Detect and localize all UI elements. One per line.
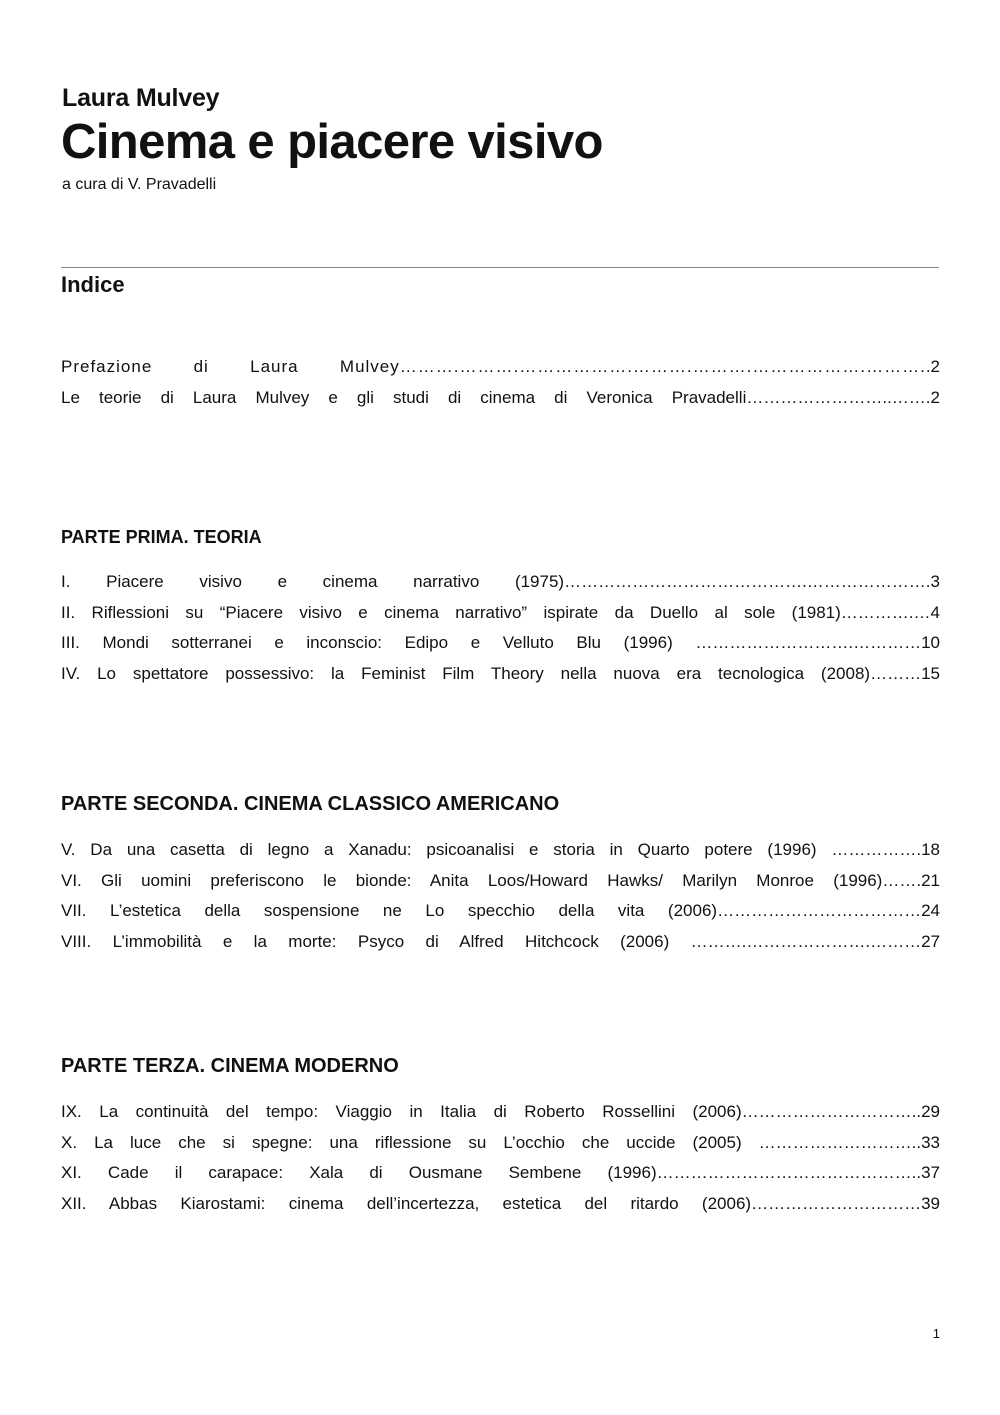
index-heading: Indice bbox=[61, 272, 125, 297]
toc-entry-page: 10 bbox=[921, 633, 940, 652]
toc-entry-title: I. Piacere visivo e cinema narrativo (1975)…………………………………….…………………. bbox=[61, 572, 931, 591]
book-title: Cinema e piacere visivo bbox=[61, 115, 603, 169]
author-name: Laura Mulvey bbox=[62, 84, 220, 112]
toc-entry-page: 15 bbox=[921, 663, 940, 683]
toc-entry-chapter-12[interactable] bbox=[61, 1189, 940, 1220]
toc-entry-title: VII. L’estetica della sospensione ne Lo specchio della vita (2006)……………………………… bbox=[61, 901, 922, 920]
toc-entry-title: V. Da una casetta di legno a Xanadu: psicoanalisi e storia in Quarto potere (1996) ……………. bbox=[61, 840, 922, 859]
toc-entry-page: 33 bbox=[921, 1132, 940, 1152]
toc-entry-title: II. Riflessioni su “Piacere visivo e cinema narrativo” ispirate da Duello al sole (1981)………….… bbox=[61, 602, 931, 622]
part1-heading: PARTE PRIMA. TEORIA bbox=[61, 527, 262, 547]
part3-heading: PARTE TERZA. CINEMA MODERNO bbox=[61, 1055, 399, 1077]
toc-entry-chapter-5[interactable] bbox=[61, 835, 940, 866]
toc-entry-pravadelli-essay[interactable] bbox=[61, 383, 940, 414]
toc-entry-page: 3 bbox=[930, 572, 940, 591]
toc-entry-title: Prefazione di Laura Mulvey……….……….……………….……….……….……………….………. bbox=[61, 357, 926, 376]
toc-entry-page: 4 bbox=[930, 602, 940, 622]
toc-entry-page: 18 bbox=[921, 840, 940, 859]
toc-entry-page: 24 bbox=[921, 901, 940, 920]
toc-entry-chapter-9[interactable] bbox=[61, 1097, 940, 1128]
toc-entry-chapter-11[interactable] bbox=[61, 1158, 940, 1189]
toc-entry-chapter-8[interactable] bbox=[61, 927, 940, 958]
toc-entry-title: X. La luce che si spegne: una riflessione su L’occhio che uccide (2005) ……………………….. bbox=[61, 1132, 922, 1152]
part2-toc-list bbox=[61, 835, 940, 957]
toc-entry-title: XII. Abbas Kiarostami: cinema dell’incertezza, estetica del ritardo (2006)………………………… bbox=[61, 1193, 922, 1213]
toc-entry-chapter-7[interactable] bbox=[61, 896, 940, 927]
toc-entry-chapter-1[interactable] bbox=[61, 567, 940, 598]
toc-entry-page: 39 bbox=[921, 1193, 940, 1213]
toc-entry-title: IX. La continuità del tempo: Viaggio in Italia di Roberto Rossellini (2006)………………………….. bbox=[61, 1102, 922, 1121]
toc-entry-chapter-6[interactable] bbox=[61, 866, 940, 897]
part1-toc-list bbox=[61, 567, 940, 689]
header-divider bbox=[61, 267, 939, 268]
toc-entry-chapter-4[interactable] bbox=[61, 659, 940, 690]
toc-entry-title: VI. Gli uomini preferiscono le bionde: Anita Loos/Howard Hawks/ Marilyn Monroe (1996)……. bbox=[61, 870, 922, 890]
toc-entry-page: 37 bbox=[921, 1163, 940, 1182]
part3-toc-list bbox=[61, 1097, 940, 1219]
toc-entry-chapter-3[interactable] bbox=[61, 628, 940, 659]
curator-line: a cura di V. Pravadelli bbox=[62, 176, 217, 193]
toc-entry-page: 29 bbox=[921, 1102, 940, 1121]
part2-heading: PARTE SECONDA. CINEMA CLASSICO AMERICANO bbox=[61, 793, 560, 815]
toc-entry-title: XI. Cade il carapace: Xala di Ousmane Sembene (1996)……………………………………….. bbox=[61, 1163, 922, 1182]
toc-entry-page: 21 bbox=[921, 870, 940, 890]
toc-entry-page: 27 bbox=[921, 931, 940, 951]
intro-toc-list bbox=[61, 352, 940, 413]
toc-entry-title: III. Mondi sotterranei e inconscio: Edipo e Velluto Blu (1996) ……………………….………… bbox=[61, 633, 922, 652]
toc-entry-page: 2 bbox=[930, 387, 940, 407]
toc-entry-title: Le teorie di Laura Mulvey e gli studi di cinema di Veronica Pravadelli……………………..……. bbox=[61, 387, 931, 407]
toc-entry-title: VIII. L’immobilità e la morte: Psyco di Alfred Hitchcock (2006) ……….………………….……… bbox=[61, 931, 922, 951]
toc-entry-chapter-2[interactable] bbox=[61, 598, 940, 629]
toc-entry-chapter-10[interactable] bbox=[61, 1128, 940, 1159]
page-number: 1 bbox=[932, 1326, 940, 1341]
toc-entry-title: IV. Lo spettatore possessivo: la Feminist Film Theory nella nuova era tecnologica (2008)……… bbox=[61, 663, 922, 683]
toc-entry-preface[interactable] bbox=[61, 352, 940, 383]
toc-entry-page: .2 bbox=[925, 357, 940, 376]
